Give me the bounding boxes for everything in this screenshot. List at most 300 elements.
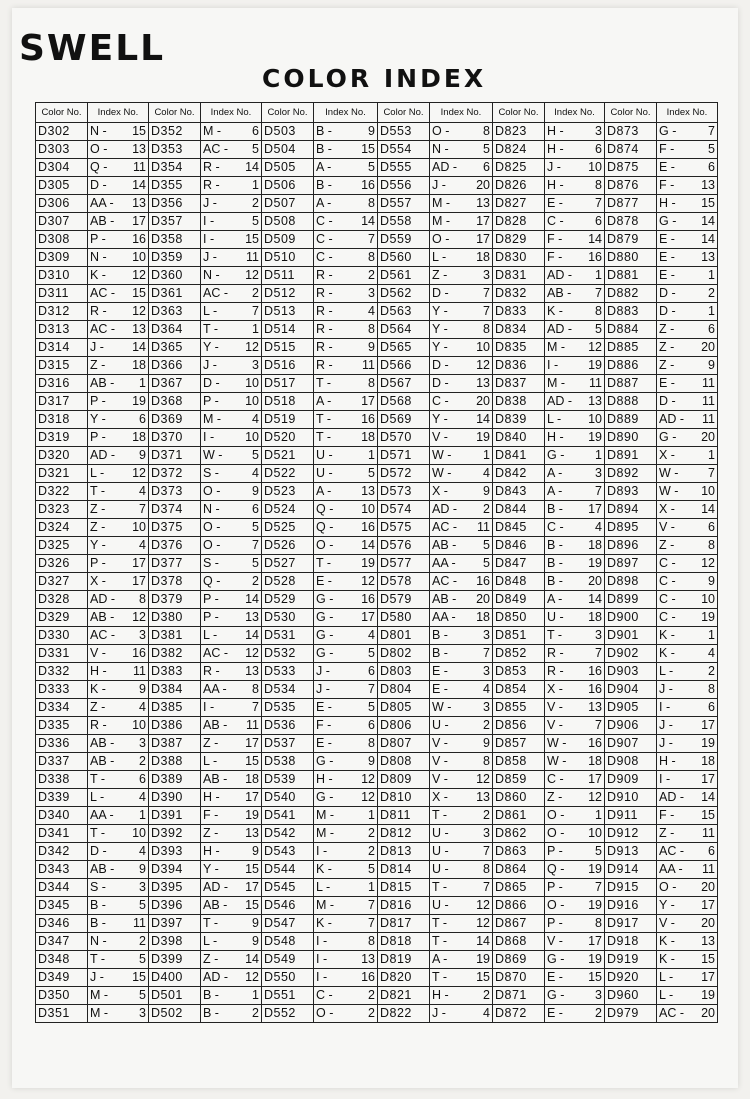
index-no-cell: AB - 20 bbox=[430, 591, 493, 609]
index-no-cell: K - 12 bbox=[88, 267, 149, 285]
color-no-header: Color No. bbox=[493, 103, 545, 123]
color-no-cell: D841 bbox=[493, 447, 545, 465]
index-no-cell: R - 13 bbox=[201, 663, 262, 681]
index-no-cell: Z - 7 bbox=[88, 501, 149, 519]
color-no-cell: D530 bbox=[262, 609, 314, 627]
color-no-cell: D811 bbox=[378, 807, 430, 825]
color-no-cell: D574 bbox=[378, 501, 430, 519]
color-no-cell: D400 bbox=[149, 969, 201, 987]
color-no-cell: D538 bbox=[262, 753, 314, 771]
index-no-cell: T - 2 bbox=[430, 807, 493, 825]
table-row bbox=[36, 195, 718, 213]
table-row bbox=[36, 321, 718, 339]
color-no-cell: D869 bbox=[493, 951, 545, 969]
index-no-cell: Y - 8 bbox=[430, 321, 493, 339]
index-no-cell: C - 7 bbox=[314, 231, 378, 249]
color-no-cell: D397 bbox=[149, 915, 201, 933]
color-no-cell: D900 bbox=[605, 609, 657, 627]
color-no-cell: D897 bbox=[605, 555, 657, 573]
color-no-cell: D312 bbox=[36, 303, 88, 321]
color-no-cell: D327 bbox=[36, 573, 88, 591]
index-no-cell: O - 7 bbox=[201, 537, 262, 555]
color-no-cell: D807 bbox=[378, 735, 430, 753]
table-row bbox=[36, 555, 718, 573]
color-no-cell: D503 bbox=[262, 123, 314, 141]
index-no-cell: C - 8 bbox=[314, 249, 378, 267]
index-no-cell: R - 2 bbox=[314, 267, 378, 285]
index-no-cell: AB - 1 bbox=[88, 375, 149, 393]
index-no-cell: K - 13 bbox=[657, 933, 718, 951]
color-no-cell: D559 bbox=[378, 231, 430, 249]
color-no-cell: D860 bbox=[493, 789, 545, 807]
color-no-cell: D830 bbox=[493, 249, 545, 267]
color-no-cell: D847 bbox=[493, 555, 545, 573]
color-no-cell: D569 bbox=[378, 411, 430, 429]
index-no-cell: Y - 6 bbox=[88, 411, 149, 429]
color-no-cell: D573 bbox=[378, 483, 430, 501]
index-no-cell: N - 5 bbox=[430, 141, 493, 159]
color-no-cell: D329 bbox=[36, 609, 88, 627]
color-no-cell: D878 bbox=[605, 213, 657, 231]
color-no-cell: D838 bbox=[493, 393, 545, 411]
index-no-cell: N - 15 bbox=[88, 123, 149, 141]
index-no-cell: X - 17 bbox=[88, 573, 149, 591]
index-no-cell: L - 2 bbox=[657, 663, 718, 681]
color-no-cell: D812 bbox=[378, 825, 430, 843]
index-no-cell: U - 7 bbox=[430, 843, 493, 861]
color-no-cell: D380 bbox=[149, 609, 201, 627]
index-no-cell: Z - 11 bbox=[657, 825, 718, 843]
color-no-cell: D808 bbox=[378, 753, 430, 771]
index-no-cell: R - 9 bbox=[314, 339, 378, 357]
table-row bbox=[36, 159, 718, 177]
color-no-cell: D829 bbox=[493, 231, 545, 249]
index-no-cell: A - 14 bbox=[545, 591, 605, 609]
color-no-cell: D879 bbox=[605, 231, 657, 249]
table-row bbox=[36, 519, 718, 537]
index-no-cell: Y - 17 bbox=[657, 897, 718, 915]
color-no-cell: D363 bbox=[149, 303, 201, 321]
index-no-cell: R - 12 bbox=[88, 303, 149, 321]
color-no-cell: D504 bbox=[262, 141, 314, 159]
color-no-cell: D518 bbox=[262, 393, 314, 411]
index-no-cell: G - 1 bbox=[545, 447, 605, 465]
index-no-cell: AD - 1 bbox=[545, 267, 605, 285]
color-no-cell: D853 bbox=[493, 663, 545, 681]
index-no-cell: R - 16 bbox=[545, 663, 605, 681]
index-no-cell: J - 17 bbox=[657, 717, 718, 735]
color-no-cell: D388 bbox=[149, 753, 201, 771]
color-no-cell: D378 bbox=[149, 573, 201, 591]
index-no-cell: Z - 12 bbox=[545, 789, 605, 807]
color-no-cell: D522 bbox=[262, 465, 314, 483]
index-no-cell: F - 16 bbox=[545, 249, 605, 267]
index-no-cell: G - 14 bbox=[657, 213, 718, 231]
color-no-cell: D820 bbox=[378, 969, 430, 987]
index-no-cell: AB - 7 bbox=[545, 285, 605, 303]
color-no-cell: D887 bbox=[605, 375, 657, 393]
brand-logo: SWELL bbox=[19, 28, 166, 69]
color-no-cell: D881 bbox=[605, 267, 657, 285]
index-no-cell: H - 9 bbox=[201, 843, 262, 861]
color-no-cell: D837 bbox=[493, 375, 545, 393]
color-no-cell: D384 bbox=[149, 681, 201, 699]
index-no-cell: G - 16 bbox=[314, 591, 378, 609]
color-no-cell: D845 bbox=[493, 519, 545, 537]
index-no-cell: E - 13 bbox=[657, 249, 718, 267]
color-no-cell: D523 bbox=[262, 483, 314, 501]
index-no-cell: AB - 11 bbox=[201, 717, 262, 735]
index-no-cell: J - 19 bbox=[657, 735, 718, 753]
color-no-cell: D374 bbox=[149, 501, 201, 519]
color-no-cell: D917 bbox=[605, 915, 657, 933]
color-no-cell: D870 bbox=[493, 969, 545, 987]
color-no-cell: D888 bbox=[605, 393, 657, 411]
index-no-cell: B - 2 bbox=[201, 1005, 262, 1023]
color-no-cell: D347 bbox=[36, 933, 88, 951]
index-no-cell: R - 1 bbox=[201, 177, 262, 195]
color-no-cell: D549 bbox=[262, 951, 314, 969]
index-no-cell: AB - 12 bbox=[88, 609, 149, 627]
index-no-header: Index No. bbox=[657, 103, 718, 123]
color-no-cell: D857 bbox=[493, 735, 545, 753]
index-no-cell: M - 12 bbox=[545, 339, 605, 357]
index-no-cell: B - 16 bbox=[314, 177, 378, 195]
index-no-cell: F - 13 bbox=[657, 177, 718, 195]
index-no-cell: E - 15 bbox=[545, 969, 605, 987]
color-no-cell: D547 bbox=[262, 915, 314, 933]
index-no-cell: AB - 3 bbox=[88, 735, 149, 753]
color-no-cell: D903 bbox=[605, 663, 657, 681]
index-no-cell: Z - 6 bbox=[657, 321, 718, 339]
index-no-cell: Y - 4 bbox=[88, 537, 149, 555]
color-no-cell: D330 bbox=[36, 627, 88, 645]
table-row bbox=[36, 753, 718, 771]
table-row bbox=[36, 357, 718, 375]
index-no-cell: K - 4 bbox=[657, 645, 718, 663]
index-no-cell: U - 3 bbox=[430, 825, 493, 843]
index-no-cell: P - 5 bbox=[545, 843, 605, 861]
index-no-cell: AC - 2 bbox=[201, 285, 262, 303]
color-no-cell: D328 bbox=[36, 591, 88, 609]
index-no-cell: V - 20 bbox=[657, 915, 718, 933]
index-no-cell: U - 5 bbox=[314, 465, 378, 483]
index-no-cell: E - 3 bbox=[430, 663, 493, 681]
color-no-cell: D908 bbox=[605, 753, 657, 771]
index-no-cell: L - 17 bbox=[657, 969, 718, 987]
table-row bbox=[36, 609, 718, 627]
index-no-cell: B - 18 bbox=[545, 537, 605, 555]
color-no-cell: D551 bbox=[262, 987, 314, 1005]
color-no-cell: D570 bbox=[378, 429, 430, 447]
index-no-cell: D - 10 bbox=[201, 375, 262, 393]
color-no-cell: D886 bbox=[605, 357, 657, 375]
index-no-cell: Y - 14 bbox=[430, 411, 493, 429]
index-no-cell: L - 19 bbox=[657, 987, 718, 1005]
index-no-cell: A - 19 bbox=[430, 951, 493, 969]
table-row bbox=[36, 735, 718, 753]
color-no-cell: D579 bbox=[378, 591, 430, 609]
index-no-cell: W - 4 bbox=[430, 465, 493, 483]
index-no-cell: L - 12 bbox=[88, 465, 149, 483]
color-no-cell: D554 bbox=[378, 141, 430, 159]
index-no-cell: T - 15 bbox=[430, 969, 493, 987]
index-no-cell: E - 7 bbox=[545, 195, 605, 213]
index-no-cell: I - 5 bbox=[201, 213, 262, 231]
index-no-cell: Q - 16 bbox=[314, 519, 378, 537]
color-no-cell: D912 bbox=[605, 825, 657, 843]
color-no-cell: D302 bbox=[36, 123, 88, 141]
color-no-cell: D514 bbox=[262, 321, 314, 339]
color-no-cell: D906 bbox=[605, 717, 657, 735]
index-no-cell: W - 10 bbox=[657, 483, 718, 501]
index-no-cell: E - 11 bbox=[657, 375, 718, 393]
color-no-cell: D381 bbox=[149, 627, 201, 645]
index-no-cell: T - 7 bbox=[430, 879, 493, 897]
color-no-cell: D979 bbox=[605, 1005, 657, 1023]
color-no-cell: D810 bbox=[378, 789, 430, 807]
color-no-cell: D351 bbox=[36, 1005, 88, 1023]
table-row bbox=[36, 717, 718, 735]
color-no-cell: D516 bbox=[262, 357, 314, 375]
index-no-cell: W - 7 bbox=[657, 465, 718, 483]
color-no-cell: D541 bbox=[262, 807, 314, 825]
color-no-cell: D335 bbox=[36, 717, 88, 735]
color-no-cell: D834 bbox=[493, 321, 545, 339]
color-no-cell: D556 bbox=[378, 177, 430, 195]
index-no-cell: U - 2 bbox=[430, 717, 493, 735]
color-no-cell: D866 bbox=[493, 897, 545, 915]
index-no-cell: H - 3 bbox=[545, 123, 605, 141]
color-no-cell: D564 bbox=[378, 321, 430, 339]
index-no-cell: B - 11 bbox=[88, 915, 149, 933]
table-row bbox=[36, 285, 718, 303]
color-no-cell: D350 bbox=[36, 987, 88, 1005]
index-no-cell: K - 5 bbox=[314, 861, 378, 879]
color-no-cell: D520 bbox=[262, 429, 314, 447]
color-no-cell: D571 bbox=[378, 447, 430, 465]
color-no-cell: D824 bbox=[493, 141, 545, 159]
index-no-cell: A - 5 bbox=[314, 159, 378, 177]
table-row bbox=[36, 645, 718, 663]
index-no-cell: A - 3 bbox=[545, 465, 605, 483]
index-no-cell: V - 13 bbox=[545, 699, 605, 717]
index-no-cell: B - 7 bbox=[430, 645, 493, 663]
index-no-cell: B - 20 bbox=[545, 573, 605, 591]
color-no-cell: D825 bbox=[493, 159, 545, 177]
color-no-cell: D320 bbox=[36, 447, 88, 465]
color-no-cell: D855 bbox=[493, 699, 545, 717]
color-no-cell: D309 bbox=[36, 249, 88, 267]
color-no-cell: D835 bbox=[493, 339, 545, 357]
index-no-cell: M - 4 bbox=[201, 411, 262, 429]
table-row bbox=[36, 825, 718, 843]
index-no-cell: T - 19 bbox=[314, 555, 378, 573]
color-no-cell: D882 bbox=[605, 285, 657, 303]
index-no-cell: V - 19 bbox=[430, 429, 493, 447]
index-no-cell: J - 20 bbox=[430, 177, 493, 195]
table-row bbox=[36, 933, 718, 951]
table-row bbox=[36, 429, 718, 447]
color-no-cell: D343 bbox=[36, 861, 88, 879]
index-no-cell: P - 18 bbox=[88, 429, 149, 447]
color-no-cell: D822 bbox=[378, 1005, 430, 1023]
index-no-cell: B - 1 bbox=[201, 987, 262, 1005]
color-no-cell: D395 bbox=[149, 879, 201, 897]
color-no-cell: D909 bbox=[605, 771, 657, 789]
index-no-cell: O - 10 bbox=[545, 825, 605, 843]
color-no-cell: D326 bbox=[36, 555, 88, 573]
color-no-cell: D919 bbox=[605, 951, 657, 969]
color-no-cell: D336 bbox=[36, 735, 88, 753]
color-no-cell: D864 bbox=[493, 861, 545, 879]
color-no-cell: D389 bbox=[149, 771, 201, 789]
index-no-cell: Z - 20 bbox=[657, 339, 718, 357]
color-no-cell: D357 bbox=[149, 213, 201, 231]
color-no-cell: D355 bbox=[149, 177, 201, 195]
color-no-cell: D836 bbox=[493, 357, 545, 375]
index-no-cell: I - 2 bbox=[314, 843, 378, 861]
table-row bbox=[36, 681, 718, 699]
index-no-cell: T - 18 bbox=[314, 429, 378, 447]
color-no-cell: D877 bbox=[605, 195, 657, 213]
index-no-cell: Y - 10 bbox=[430, 339, 493, 357]
table-row bbox=[36, 897, 718, 915]
index-no-cell: AA - 1 bbox=[88, 807, 149, 825]
color-no-cell: D826 bbox=[493, 177, 545, 195]
index-no-cell: H - 19 bbox=[545, 429, 605, 447]
index-no-cell: I - 16 bbox=[314, 969, 378, 987]
color-no-cell: D895 bbox=[605, 519, 657, 537]
index-no-cell: K - 8 bbox=[545, 303, 605, 321]
color-no-cell: D352 bbox=[149, 123, 201, 141]
header-row bbox=[36, 103, 718, 123]
color-no-cell: D901 bbox=[605, 627, 657, 645]
color-no-cell: D905 bbox=[605, 699, 657, 717]
index-no-cell: AA - 13 bbox=[88, 195, 149, 213]
color-no-cell: D356 bbox=[149, 195, 201, 213]
color-no-cell: D364 bbox=[149, 321, 201, 339]
color-no-cell: D553 bbox=[378, 123, 430, 141]
color-no-cell: D358 bbox=[149, 231, 201, 249]
color-no-cell: D531 bbox=[262, 627, 314, 645]
index-no-cell: I - 15 bbox=[201, 231, 262, 249]
index-no-cell: C - 20 bbox=[430, 393, 493, 411]
color-no-cell: D898 bbox=[605, 573, 657, 591]
color-no-cell: D911 bbox=[605, 807, 657, 825]
index-no-cell: B - 3 bbox=[430, 627, 493, 645]
index-no-cell: L - 14 bbox=[201, 627, 262, 645]
color-no-cell: D913 bbox=[605, 843, 657, 861]
color-no-cell: D536 bbox=[262, 717, 314, 735]
color-no-cell: D815 bbox=[378, 879, 430, 897]
color-no-cell: D851 bbox=[493, 627, 545, 645]
color-no-cell: D345 bbox=[36, 897, 88, 915]
color-no-cell: D305 bbox=[36, 177, 88, 195]
color-no-cell: D377 bbox=[149, 555, 201, 573]
table-row bbox=[36, 303, 718, 321]
index-no-cell: E - 14 bbox=[657, 231, 718, 249]
color-no-cell: D854 bbox=[493, 681, 545, 699]
color-no-cell: D369 bbox=[149, 411, 201, 429]
index-no-cell: M - 1 bbox=[314, 807, 378, 825]
index-no-cell: O - 2 bbox=[314, 1005, 378, 1023]
index-no-cell: Q - 2 bbox=[201, 573, 262, 591]
index-no-cell: A - 8 bbox=[314, 195, 378, 213]
color-no-cell: D354 bbox=[149, 159, 201, 177]
color-no-cell: D532 bbox=[262, 645, 314, 663]
index-no-cell: AA - 5 bbox=[430, 555, 493, 573]
color-no-cell: D510 bbox=[262, 249, 314, 267]
index-no-cell: H - 12 bbox=[314, 771, 378, 789]
index-no-cell: Y - 12 bbox=[201, 339, 262, 357]
table-row bbox=[36, 267, 718, 285]
index-no-cell: M - 13 bbox=[430, 195, 493, 213]
table-row bbox=[36, 969, 718, 987]
color-no-cell: D889 bbox=[605, 411, 657, 429]
index-no-cell: Z - 9 bbox=[657, 357, 718, 375]
color-no-cell: D308 bbox=[36, 231, 88, 249]
table-row bbox=[36, 771, 718, 789]
index-no-cell: T - 10 bbox=[88, 825, 149, 843]
color-no-cell: D548 bbox=[262, 933, 314, 951]
index-no-cell: C - 10 bbox=[657, 591, 718, 609]
index-no-cell: L - 18 bbox=[430, 249, 493, 267]
index-no-cell: F - 15 bbox=[657, 807, 718, 825]
index-no-cell: AD - 9 bbox=[88, 447, 149, 465]
index-no-cell: AC - 3 bbox=[88, 627, 149, 645]
index-no-cell: AD - 17 bbox=[201, 879, 262, 897]
table-row bbox=[36, 699, 718, 717]
index-no-cell: D - 13 bbox=[430, 375, 493, 393]
color-no-cell: D848 bbox=[493, 573, 545, 591]
color-no-cell: D891 bbox=[605, 447, 657, 465]
index-no-header: Index No. bbox=[201, 103, 262, 123]
index-no-cell: X - 14 bbox=[657, 501, 718, 519]
index-no-cell: I - 7 bbox=[201, 699, 262, 717]
index-no-cell: O - 19 bbox=[545, 897, 605, 915]
table-row bbox=[36, 177, 718, 195]
color-no-cell: D341 bbox=[36, 825, 88, 843]
table-row bbox=[36, 789, 718, 807]
index-no-cell: AC - 15 bbox=[88, 285, 149, 303]
color-no-cell: D386 bbox=[149, 717, 201, 735]
index-no-cell: P - 17 bbox=[88, 555, 149, 573]
index-no-cell: K - 9 bbox=[88, 681, 149, 699]
index-no-cell: J - 10 bbox=[545, 159, 605, 177]
index-no-cell: O - 1 bbox=[545, 807, 605, 825]
color-no-cell: D310 bbox=[36, 267, 88, 285]
index-no-cell: C - 2 bbox=[314, 987, 378, 1005]
table-row bbox=[36, 411, 718, 429]
color-no-cell: D846 bbox=[493, 537, 545, 555]
index-no-cell: A - 13 bbox=[314, 483, 378, 501]
color-no-cell: D337 bbox=[36, 753, 88, 771]
color-no-cell: D561 bbox=[378, 267, 430, 285]
index-no-cell: X - 1 bbox=[657, 447, 718, 465]
index-no-cell: F - 5 bbox=[657, 141, 718, 159]
index-no-cell: AB - 5 bbox=[430, 537, 493, 555]
index-no-cell: B - 5 bbox=[88, 897, 149, 915]
color-no-cell: D505 bbox=[262, 159, 314, 177]
color-no-cell: D863 bbox=[493, 843, 545, 861]
index-no-cell: D - 4 bbox=[88, 843, 149, 861]
color-no-cell: D342 bbox=[36, 843, 88, 861]
index-no-cell: G - 20 bbox=[657, 429, 718, 447]
color-no-cell: D370 bbox=[149, 429, 201, 447]
index-no-cell: I - 6 bbox=[657, 699, 718, 717]
color-no-cell: D896 bbox=[605, 537, 657, 555]
